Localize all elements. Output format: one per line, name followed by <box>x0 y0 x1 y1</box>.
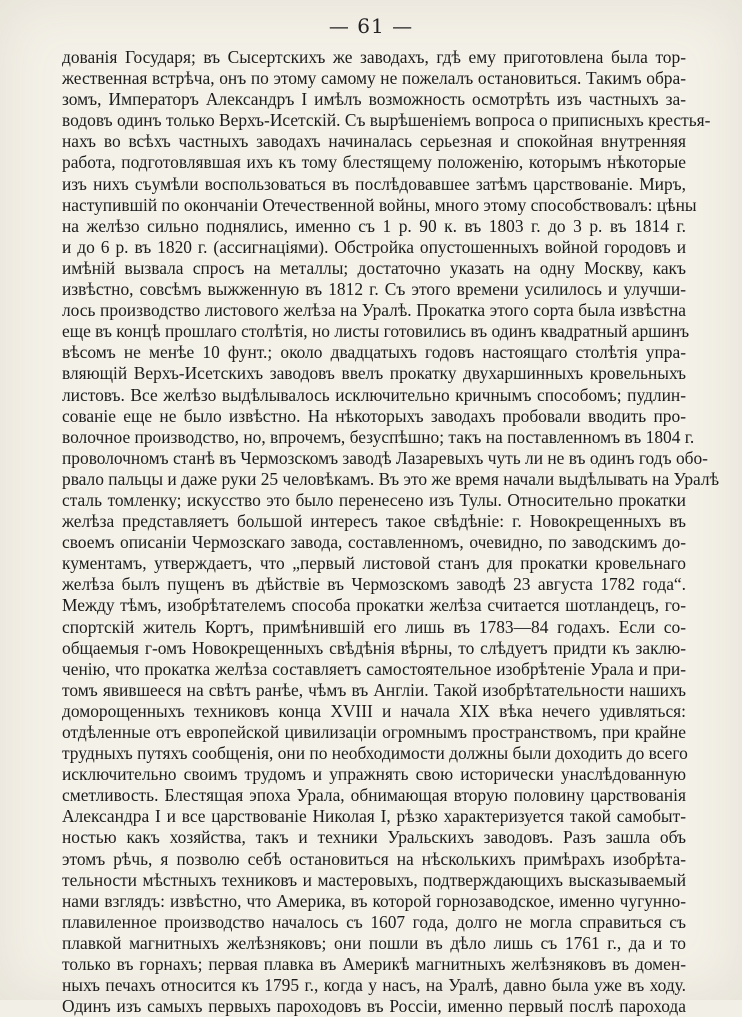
text-line: спортскій житель Кортъ, примѣнившій его лишь въ 1783—84 годахъ. Если со- <box>62 616 686 637</box>
text-line: кументамъ, утверждаетъ, что „первый листовой станъ для прокатки кровельнаго <box>62 553 686 574</box>
text-line: нами взглядъ: извѣстно, что Америка, въ которой горнозаводское, именно чугунно- <box>62 890 686 911</box>
text-line: еще въ концѣ прошлаго столѣтія, но листы готовились въ одинъ квадратный аршинъ <box>62 321 690 342</box>
text-line: только въ горнахъ; первая плавка въ Америкѣ магнитныхъ желѣзняковъ въ домен- <box>62 954 686 975</box>
text-line: рвало пальцы и даже руки 25 человѣкамъ. Въ это же время начали выдѣлывать на Уралѣ <box>62 468 720 489</box>
text-line: и до 6 р. въ 1820 г. (ассигнаціями). Обстройка опустошенныхъ войной городовъ и <box>62 236 686 257</box>
text-line: ныхъ печахъ относится къ 1795 г., когда у насъ, на Уралѣ, давно была уже въ ходу. <box>62 975 686 996</box>
text-line: Александра I и все царствованіе Николая I, рѣзко характеризуется такой самобыт- <box>62 806 686 827</box>
text-line: лось производство листового желѣза на Уралѣ. Прокатка этого сорта была извѣстна <box>62 300 686 321</box>
text-line: этомъ рѣчь, я позволю себѣ остановиться на нѣсколькихъ примѣрахъ изобрѣта- <box>62 848 686 869</box>
text-line: вѣсомъ не менѣе 10 фунт.; около двадцатыхъ годовъ настоящаго столѣтія упра- <box>62 342 686 363</box>
text-line: жественная встрѣча, онъ по этому самому не пожелалъ остановиться. Такимъ обра- <box>62 68 686 89</box>
text-line: томъ явившееся на свѣтъ ранѣе, чѣмъ въ Англіи. Такой изобрѣтательности нашихъ <box>62 679 686 700</box>
text-line: тельности мѣстныхъ техниковъ и мастеровыхъ, подтверждающихъ высказываемый <box>62 869 686 890</box>
text-line: ностью какъ хозяйства, такъ и техники Уральскихъ заводовъ. Разъ зашла объ <box>62 827 686 848</box>
text-line: Между тѣмъ, изобрѣтателемъ способа прокатки желѣза считается шотландецъ, го- <box>62 595 686 616</box>
text-line: зомъ, Императоръ Александръ I имѣлъ возможность осмотрѣть изъ частныхъ за- <box>62 89 686 110</box>
text-line: проволочномъ станѣ въ Чермозскомъ заводѣ Лазаревыхъ чуть ли не въ одинъ годъ обо- <box>62 447 708 468</box>
text-line: плавкой магнитныхъ желѣзняковъ; они пошли въ дѣло лишь съ 1761 г., да и то <box>62 932 686 953</box>
text-line: листовъ. Все желѣзо выдѣлывалось исключительно кричнымъ способомъ; пудлин- <box>62 384 686 405</box>
text-line: желѣза былъ пущенъ въ дѣйствіе въ Чермозскомъ заводѣ 23 августа 1782 года“. <box>62 574 686 595</box>
text-line: сталь томленку; искусство это было перенесено изъ Тулы. Относительно прокатки <box>62 489 686 510</box>
text-line: изъ нихъ съумѣли воспользоваться въ послѣдовавшее затѣмъ царствованіе. Миръ, <box>62 173 686 194</box>
text-line: работа, подготовлявшая ихъ къ тому блестящему положенію, которымъ нѣкоторые <box>62 152 686 173</box>
page-number-header: — 61 — <box>328 14 414 38</box>
page-body-text <box>62 47 720 1017</box>
text-line: сованіе еще не было извѣстно. На нѣкоторыхъ заводахъ пробовали вводить про- <box>62 405 686 426</box>
text-line: наступившій по окончаніи Отечественной войны, много этому способствовалъ: цѣны <box>62 194 697 215</box>
text-line: отдѣленные отъ европейской цивилизаціи огромнымъ пространствомъ, при крайне <box>62 722 686 742</box>
text-line: сметливость. Блестящая эпоха Урала, обнимающая вторую половину царствованія <box>62 785 686 806</box>
text-line: своемъ описаніи Чермозскаго завода, составленномъ, очевидно, по заводскимъ до- <box>62 532 686 553</box>
text-line: извѣстно, совсѣмъ выжженную въ 1812 г. Съ этого времени усилилось и улучши- <box>62 279 686 300</box>
text-line: имѣній вызвала спросъ на металлы; достаточно указать на одну Москву, какъ <box>62 257 686 278</box>
text-line: дованія Государя; въ Сысертскихъ же заводахъ, гдѣ ему приготовлена была тор- <box>62 47 686 67</box>
text-line: трудныхъ путяхъ сообщенія, они по необходимости должны были доходить до всего <box>62 743 688 764</box>
text-line: Одинъ изъ самыхъ первыхъ пароходовъ въ Россіи, именно первый послѣ парохода <box>62 996 686 1017</box>
text-line: ченію, что прокатка желѣза составляетъ самостоятельное изобрѣтеніе Урала и при- <box>62 658 686 679</box>
text-line: вляющій Верхъ-Исетскихъ заводовъ ввелъ прокатку двухаршинныхъ кровельныхъ <box>62 363 686 384</box>
text-line: водовъ одинъ только Верхъ-Исетскій. Съ вырѣшеніемъ вопроса о приписныхъ крестья- <box>62 110 711 131</box>
text-line: исключительно своимъ трудомъ и упражнять свою исторически унаслѣдованную <box>62 764 686 785</box>
text-line: на желѣзо сильно поднялись, именно съ 1 р. 90 к. въ 1803 г. до 3 р. въ 1814 г. <box>62 215 686 236</box>
text-line: волочное производство, но, впрочемъ, безуспѣшно; такъ на поставленномъ въ 1804 г. <box>62 426 695 447</box>
text-line: общаемыя г-омъ Новокрещенныхъ свѣдѣнія вѣрны, то слѣдуетъ придти къ заклю- <box>62 637 686 658</box>
text-line: нахъ во всѣхъ частныхъ заводахъ начиналась серьезная и спокойная внутренняя <box>62 131 686 152</box>
text-line: желѣза представляетъ большой интересъ такое свѣдѣніе: г. Новокрещенныхъ въ <box>62 511 686 532</box>
text-line: доморощенныхъ техниковъ конца XVIII и начала XIX вѣка нечего удивляться: <box>62 700 686 721</box>
text-line: плавиленное производство началось съ 1607 года, долго не могла справиться съ <box>62 911 686 932</box>
